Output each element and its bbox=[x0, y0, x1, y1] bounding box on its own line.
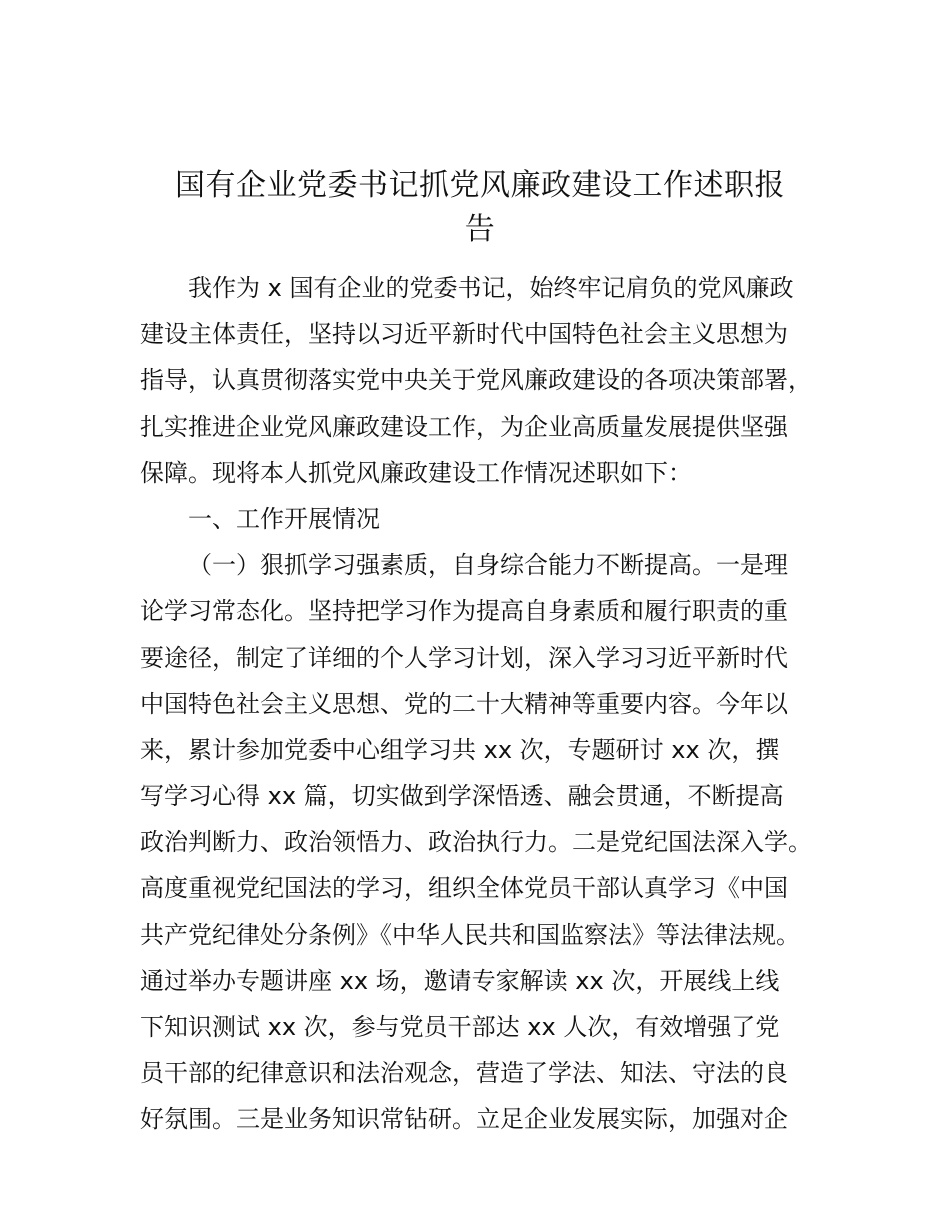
document-title bbox=[140, 164, 820, 252]
paragraph-line: （一）狠抓学习强素质，自身综合能力不断提高。一是理 bbox=[188, 551, 788, 580]
paragraph-line: 下知识测试 xx 次，参与党员干部达 xx 人次，有效增强了党 bbox=[140, 1013, 780, 1041]
paragraph-intro-line: 建设主体责任，坚持以习近平新时代中国特色社会主义思想为 bbox=[140, 320, 788, 349]
paragraph-line: 共产党纪律处分条例》《中华人民共和国监察法》等法律法规。 bbox=[140, 920, 800, 949]
title-line: 告 bbox=[464, 212, 496, 247]
paragraph-line: 中国特色社会主义思想、党的二十大精神等重要内容。今年以 bbox=[140, 689, 788, 718]
paragraph-line: 通过举办专题讲座 xx 场，邀请专家解读 xx 次，开展线上线 bbox=[140, 966, 780, 995]
paragraph-intro-line: 扎实推进企业党风廉政建设工作，为企业高质量发展提供坚强 bbox=[140, 412, 788, 441]
paragraph-intro-line: 指导，认真贯彻落实党中央关于党风廉政建设的各项决策部署， bbox=[140, 366, 812, 395]
paragraph-intro-line: 我作为 x 国有企业的党委书记，始终牢记肩负的党风廉政 bbox=[188, 274, 794, 302]
document-body bbox=[140, 265, 830, 1143]
paragraph-line: 政治判断力、政治领悟力、政治执行力。二是党纪国法深入学。 bbox=[140, 828, 812, 857]
paragraph-line: 论学习常态化。坚持把学习作为提高自身素质和履行职责的重 bbox=[140, 597, 788, 626]
paragraph-line: 好氛围。三是业务知识常钻研。立足企业发展实际，加强对企 bbox=[140, 1105, 788, 1134]
paragraph-line: 来，累计参加党委中心组学习共 xx 次，专题研讨 xx 次，撰 bbox=[140, 735, 780, 764]
paragraph-intro-line: 保障。现将本人抓党风廉政建设工作情况述职如下： bbox=[140, 458, 692, 487]
paragraph-line: 高度重视党纪国法的学习，组织全体党员干部认真学习《中国 bbox=[140, 874, 788, 903]
paragraph-line: 员干部的纪律意识和法治观念，营造了学法、知法、守法的良 bbox=[140, 1059, 788, 1088]
paragraph-line: 写学习心得 xx 篇，切实做到学深悟透、融会贯通，不断提高 bbox=[140, 782, 784, 811]
section-heading: 一、工作开展情况 bbox=[188, 504, 380, 533]
paragraph-line: 要途径，制定了详细的个人学习计划，深入学习习近平新时代 bbox=[140, 643, 788, 672]
title-line: 国有企业党委书记抓党风廉政建设工作述职报 bbox=[175, 168, 785, 203]
